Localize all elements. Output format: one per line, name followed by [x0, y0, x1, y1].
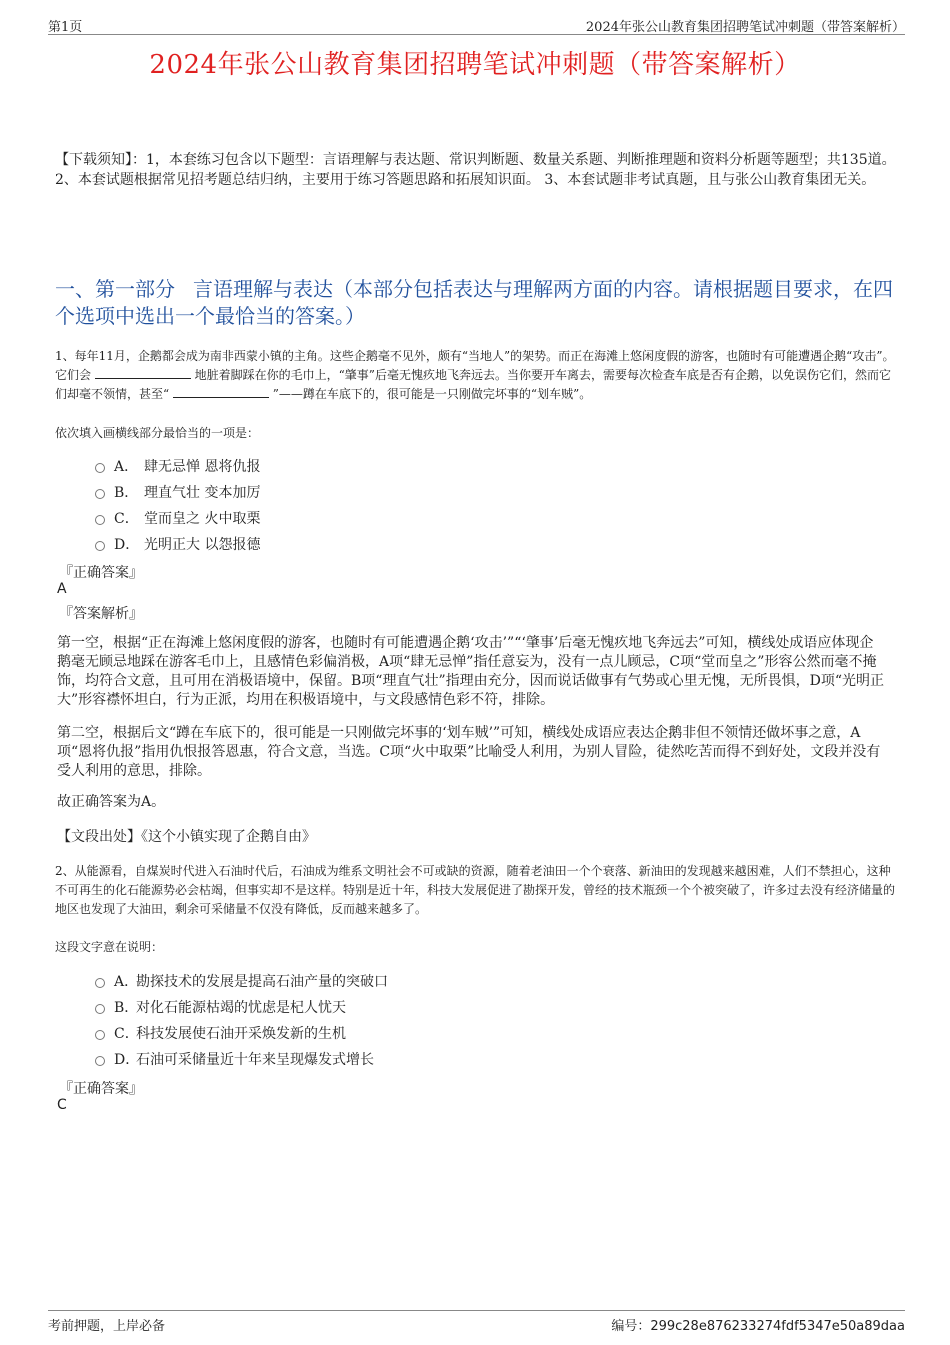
- download-notice: 【下载须知】：1，本套练习包含以下题型：言语理解与表达题、常识判断题、数量关系题、判断推理题和资料分析题等题型；共135道。 2、本套试题根据常见招考题总结归纳，主要用于练习答题思路和拓展知识面。 3、本套试题非考试真题，且与张公山教育集团无关。: [55, 152, 896, 188]
- question-1-prompt: 依次填入画横线部分最恰当的一项是：: [55, 426, 260, 440]
- radio-icon[interactable]: [95, 1030, 105, 1040]
- option-a[interactable]: A． 肆无忌惮 恩将仇报: [95, 453, 260, 479]
- question-1-stem-part-c: ”——蹲在车底下的，很可能是一只刚做完坏事的“划车贼”。: [272, 387, 592, 401]
- option-a[interactable]: A． 勘探技术的发展是提高石油产量的突破口: [95, 968, 388, 994]
- option-d[interactable]: D． 石油可采储量近十年来呈现爆发式增长: [95, 1046, 388, 1072]
- option-c[interactable]: C． 科技发展使石油开采焕发新的生机: [95, 1020, 388, 1046]
- correct-answer-label: 『正确答案』: [59, 565, 143, 581]
- footer-slogan: 考前押题，上岸必备: [48, 1319, 166, 1334]
- option-b[interactable]: B． 理直气壮 变本加厉: [95, 479, 260, 505]
- correct-answer: A: [57, 581, 67, 597]
- question-1-stem-part-a: 1、每年11月，企鹅都会成为南非西蒙小镇的主角。这些企鹅毫不见外，颇有“当地人”的架势。而正在海滩上悠闲度假的游客，也随时有可能遭遇企鹅“攻击”。它们会: [55, 349, 895, 382]
- footer-code: [611, 1315, 905, 1334]
- page-number: 第1页: [48, 20, 83, 35]
- question-1-options: [95, 453, 260, 557]
- section-description: 言语理解与表达（本部分包括表达与理解两方面的内容。请根据题目要求，在四个选项中选出一个最恰当的答案。）: [55, 277, 893, 328]
- header-doc-title: 2024年张公山教育集团招聘笔试冲刺题（带答案解析）: [585, 20, 905, 35]
- question-1-stem-part-b: 地脏着脚踩在你的毛巾上，“肇事”后毫无愧疚地飞奔远去。当你要开车离去，需要每次检查车底是否有企鹅，以免误伤它们，然而它们却毫不领情，甚至“: [55, 368, 891, 401]
- question-2-options: [95, 968, 388, 1072]
- radio-icon[interactable]: [95, 541, 105, 551]
- radio-icon[interactable]: [95, 978, 105, 988]
- option-d[interactable]: D． 光明正大 以怨报德: [95, 531, 260, 557]
- page-title: 2024年张公山教育集团招聘笔试冲刺题（带答案解析）: [149, 50, 801, 80]
- source-note: 【文段出处】《这个小镇实现了企鹅自由》: [57, 829, 316, 845]
- radio-icon[interactable]: [95, 515, 105, 525]
- radio-icon[interactable]: [95, 463, 105, 473]
- radio-icon[interactable]: [95, 489, 105, 499]
- footer-code-label: 编号：: [611, 1319, 651, 1334]
- option-c[interactable]: C． 堂而皇之 火中取栗: [95, 505, 260, 531]
- section-heading: [55, 276, 900, 330]
- analysis-label: 『答案解析』: [59, 606, 143, 622]
- analysis-paragraph-1: 第一空，根据“正在海滩上悠闲度假的游客，也随时有可能遭遇企鹅‘攻击’”“‘肇事’后毫无愧疚地飞奔远去”可知，横线处成语应体现企鹅毫无顾忌地踩在游客毛巾上，且感情色彩偏消极，A项“肆无忌惮”指任意妄为，没有一点儿顾忌，C项“堂而皇之”形容公然而毫不掩饰，均符合文意，且可用在消极语境中，保留。B项“理直气壮”指理由充分，因而说话做事有气势或心里无愧，无所畏惧，D项“光明正大”形容襟怀坦白，行为正派，均用在积极语境中，与文段感情色彩不符，排除。: [57, 635, 884, 708]
- section-part: 一、第一部分: [55, 277, 175, 301]
- page-footer: [48, 1310, 905, 1333]
- footer-code-value: 299c28e876233274fdf5347e50a89daa: [650, 1319, 905, 1334]
- blank-2: [173, 385, 269, 398]
- blank-1: [95, 366, 191, 379]
- radio-icon[interactable]: [95, 1056, 105, 1066]
- analysis-paragraph-2: 第二空，根据后文“蹲在车底下的，很可能是一只刚做完坏事的‘划车贼’”可知，横线处成语应表达企鹅非但不领情还做坏事之意，A项“恩将仇报”指用仇恨报答恩惠，符合文意，当选。C项“火中取栗”比喻受人利用，为别人冒险，徒然吃苦而得不到好处，文段并没有受人利用的意思，排除。: [57, 725, 881, 779]
- question-1-stem: [55, 347, 900, 404]
- correct-answer-label: 『正确答案』: [59, 1081, 143, 1097]
- correct-answer: C: [57, 1097, 67, 1113]
- radio-icon[interactable]: [95, 1004, 105, 1014]
- conclusion: 故正确答案为A。: [57, 794, 166, 810]
- option-b[interactable]: B． 对化石能源枯竭的忧虑是杞人忧天: [95, 994, 388, 1020]
- question-2-stem: 2、从能源看，自煤炭时代进入石油时代后，石油成为维系文明社会不可或缺的资源，随着老油田一个个衰落、新油田的发现越来越困难，人们不禁担心，这种不可再生的化石能源势必会枯竭，但事实却不是这样。特别是近十年，科技大发展促进了勘探开发，曾经的技术瓶颈一个个被突破了，许多过去没有经济储量的地区也发现了大油田，剩余可采储量不仅没有降低，反而越来越多了。: [55, 864, 896, 916]
- question-2-prompt: 这段文字意在说明：: [55, 940, 164, 954]
- page-header: [48, 14, 905, 35]
